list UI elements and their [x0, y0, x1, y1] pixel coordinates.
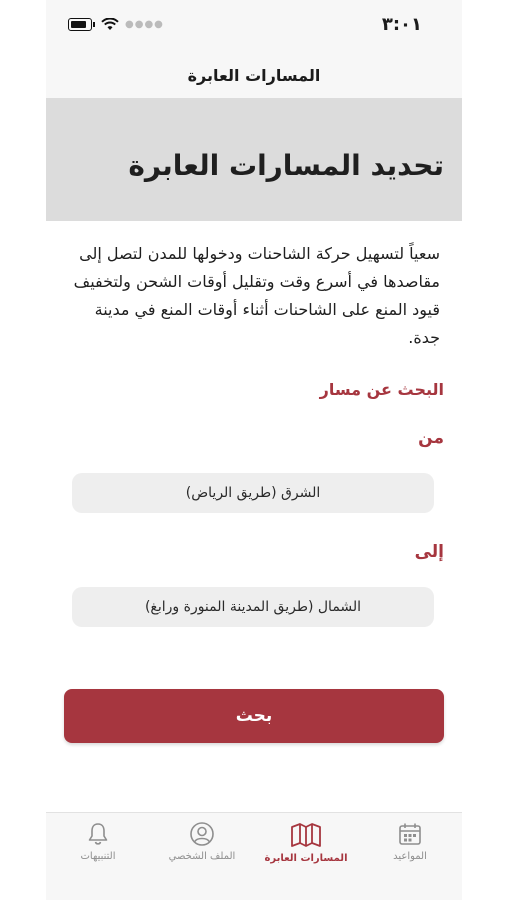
from-select-value: الشرق (طريق الرياض)	[185, 485, 321, 501]
tab-notifications[interactable]	[46, 813, 150, 900]
tab-bar	[46, 812, 462, 900]
tab-label: المواعيد	[393, 851, 427, 862]
tab-label: المسارات العابرة	[264, 853, 348, 864]
map-icon	[290, 821, 322, 849]
profile-icon	[189, 821, 215, 847]
tab-label: التنبيهات	[80, 851, 116, 862]
calendar-icon	[397, 821, 423, 847]
from-label: من	[418, 428, 444, 448]
status-bar	[46, 0, 462, 52]
search-button[interactable]	[64, 689, 444, 743]
page-title: تحديد المسارات العابرة	[128, 149, 444, 182]
search-button-label: بحث	[235, 706, 273, 726]
tab-appointments[interactable]	[358, 813, 462, 900]
nav-title: المسارات العابرة	[187, 65, 321, 85]
tab-profile[interactable]	[150, 813, 254, 900]
tab-transit-routes[interactable]	[254, 813, 358, 900]
navigation-bar	[46, 52, 462, 99]
tab-label: الملف الشخصي	[168, 851, 236, 862]
battery-tip	[93, 22, 95, 27]
status-time: ٣:٠١	[381, 14, 422, 35]
bell-icon	[85, 821, 111, 847]
status-icons	[68, 18, 164, 31]
intro-paragraph: سعياً لتسهيل حركة الشاحنات ودخولها للمدن لتصل إلى مقاصدها في أسرع وقت وتقليل أوقات الشحن ولتخفيف قيود المنع على الشاحنات أثناء أوقات المنع في مدينة جدة.	[73, 244, 440, 347]
to-select-value: الشمال (طريق المدينة المنورة ورابغ)	[144, 599, 362, 615]
battery-icon	[68, 18, 92, 31]
to-select[interactable]	[72, 587, 434, 627]
app-screen	[46, 0, 462, 900]
header-band	[46, 99, 462, 221]
wifi-icon	[101, 18, 119, 31]
from-select[interactable]	[72, 473, 434, 513]
signal-icon: ●●●●	[125, 19, 164, 30]
to-label: إلى	[414, 542, 444, 562]
search-section-label: البحث عن مسار	[319, 380, 444, 399]
